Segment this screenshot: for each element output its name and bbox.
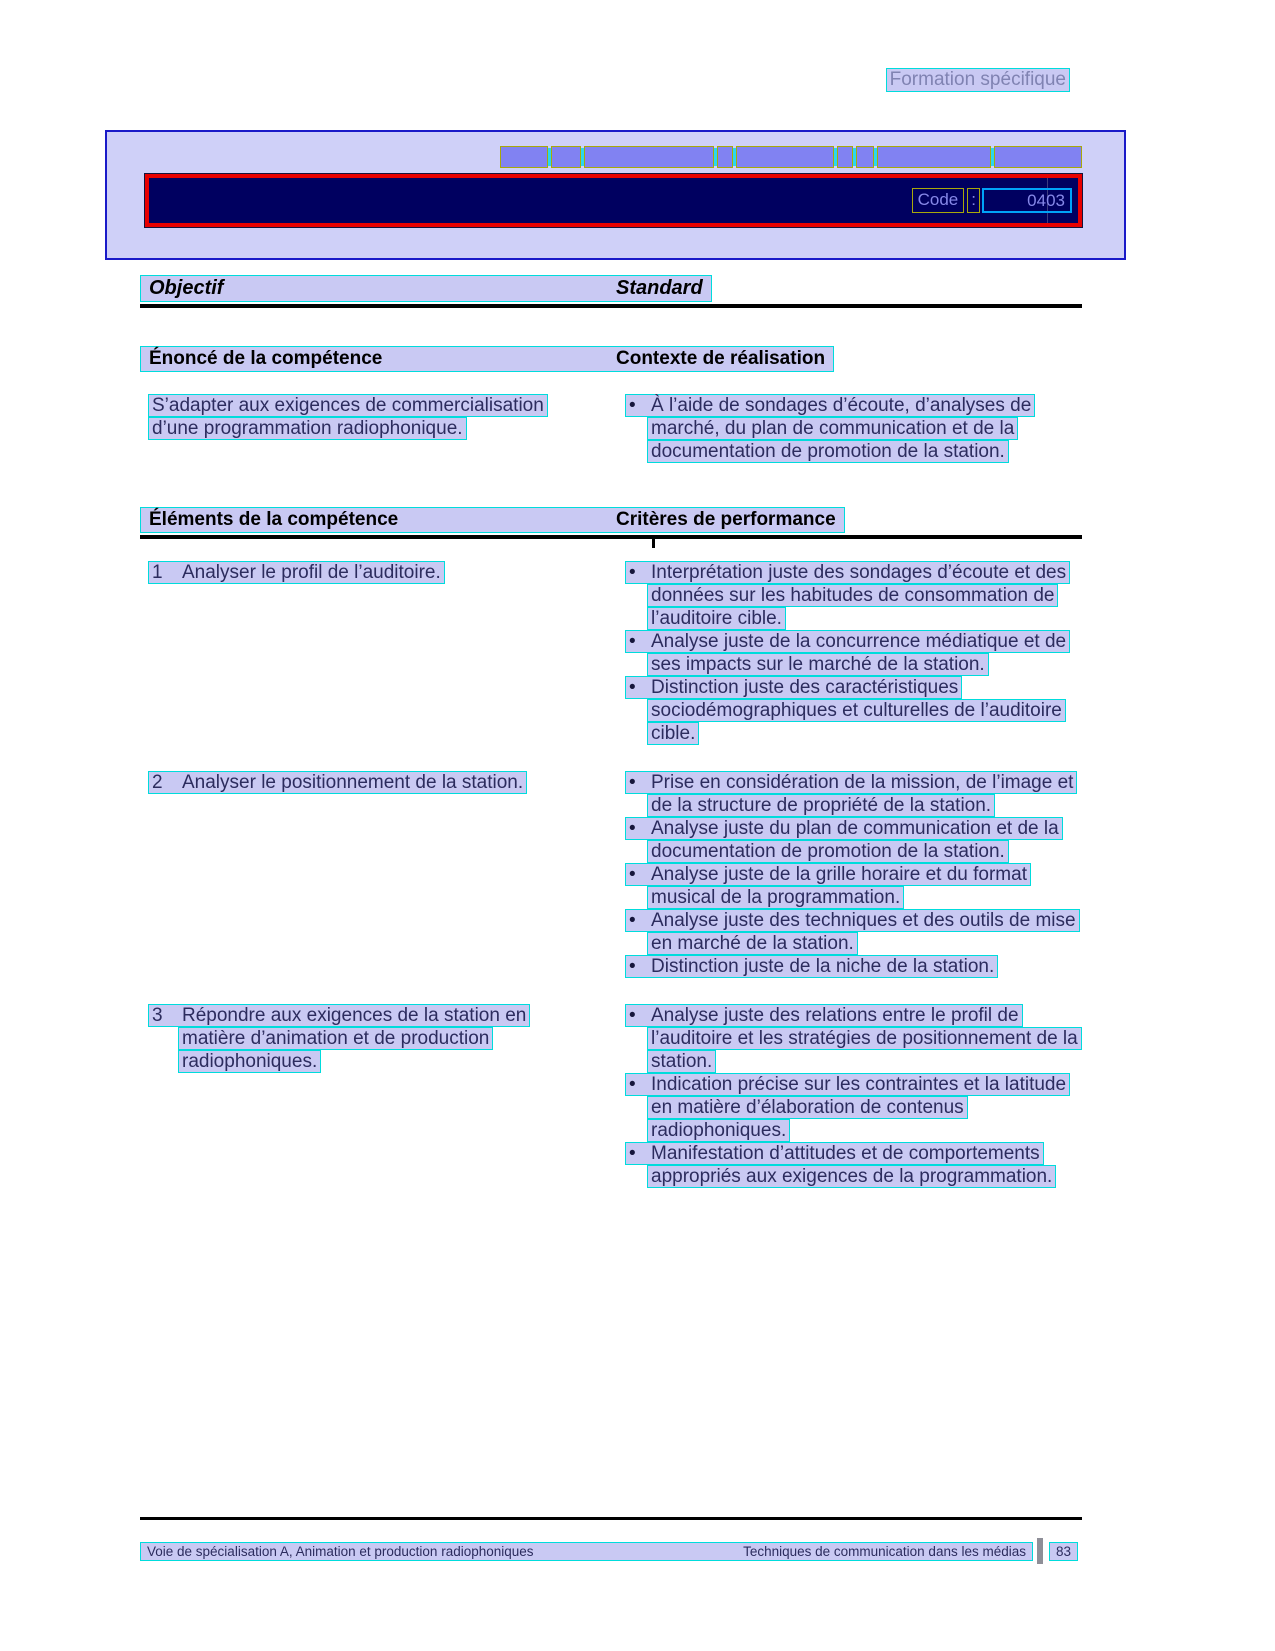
table-main-header <box>140 275 712 302</box>
footer-right-text: Techniques de communication dans les médias <box>743 1543 1026 1559</box>
table-row <box>140 771 1082 978</box>
standard-header: Standard <box>616 277 703 299</box>
right-section-header: Critères de performance <box>616 509 836 530</box>
item-number: 3 <box>152 1005 163 1026</box>
criteria-bullet-item <box>625 955 1082 978</box>
bullet-icon: • <box>629 631 636 652</box>
page-number: 83 <box>1049 1542 1078 1561</box>
criteria-bullet-item <box>625 561 1082 630</box>
highlighted-text: • Prise en considération de la mission, de l’image et de la structure de propriété de la station. <box>625 771 1077 817</box>
table-row <box>140 561 1082 745</box>
bullet-icon: • <box>629 956 636 977</box>
section-enonce <box>140 346 1082 463</box>
redacted-block <box>877 146 991 168</box>
highlighted-text: • Analyse juste de la concurrence médiatique et de ses impacts sur le marché de la station. <box>625 630 1070 676</box>
footer-rule <box>140 1517 1082 1520</box>
bullet-icon: • <box>629 562 636 583</box>
element-cell <box>140 394 625 463</box>
section-header-row <box>140 346 834 372</box>
code-field <box>912 188 1072 213</box>
criteria-bullet-item <box>625 771 1082 817</box>
right-section-header: Contexte de réalisation <box>616 348 826 369</box>
redacted-title-blocks <box>500 146 1082 168</box>
competency-table <box>140 275 1082 1188</box>
highlighted-text: • Distinction juste de la niche de la station. <box>625 955 998 978</box>
table-row <box>140 1004 1082 1188</box>
title-header-box <box>105 130 1126 260</box>
highlighted-text: • Indication précise sur les contraintes et la latitude en matière d’élaboration de contenus radiophoniques. <box>625 1073 1070 1142</box>
highlighted-text: • Analyse juste des techniques et des outils de mise en marché de la station. <box>625 909 1080 955</box>
criteria-bullet-item <box>625 394 1082 463</box>
criteria-cell <box>625 394 1082 463</box>
element-cell <box>140 1004 625 1188</box>
highlighted-text: 1 Analyser le profil de l’auditoire. <box>148 561 445 584</box>
bullet-icon: • <box>629 1074 636 1095</box>
highlighted-text: • Manifestation d’attitudes et de comportements appropriés aux exigences de la programmation. <box>625 1142 1056 1188</box>
criteria-cell <box>625 1004 1082 1188</box>
horizontal-rule <box>140 304 1082 308</box>
redacted-block <box>736 146 834 168</box>
criteria-bullet-item <box>625 676 1082 745</box>
redacted-block <box>856 146 874 168</box>
footer-strip <box>140 1542 1033 1561</box>
item-number: 1 <box>152 562 163 583</box>
element-statement <box>148 561 585 584</box>
section-rows <box>140 394 1082 463</box>
bullet-icon: • <box>629 910 636 931</box>
element-statement <box>148 1004 585 1073</box>
redacted-block <box>837 146 853 168</box>
highlighted-text: • Interprétation juste des sondages d’écoute et des données sur les habitudes de consommation de l’auditoire cible. <box>625 561 1070 630</box>
bullet-icon: • <box>629 864 636 885</box>
left-section-header: Éléments de la compétence <box>149 509 399 530</box>
redacted-block <box>584 146 714 168</box>
bullet-icon: • <box>629 677 636 698</box>
highlighted-text: • Distinction juste des caractéristiques sociodémographiques et culturelles de l’auditoire cible. <box>625 676 1066 745</box>
horizontal-rule <box>140 535 1082 539</box>
objectif-header: Objectif <box>149 277 224 299</box>
section-header-row <box>140 507 845 533</box>
bullet-icon: • <box>629 395 636 416</box>
highlighted-text: S’adapter aux exigences de commercialisation d’une programmation radiophonique. <box>148 394 548 440</box>
page-footer <box>140 1538 1078 1564</box>
code-value: 0403 <box>982 188 1072 213</box>
item-number: 2 <box>152 772 163 793</box>
element-cell <box>140 561 625 745</box>
section-rows <box>140 561 1082 1188</box>
code-label: Code <box>912 188 965 213</box>
criteria-bullet-item <box>625 1073 1082 1142</box>
highlighted-text: • Analyse juste de la grille horaire et du format musical de la programmation. <box>625 863 1031 909</box>
criteria-bullet-item <box>625 1142 1082 1188</box>
criteria-bullet-item <box>625 863 1082 909</box>
highlighted-text: • Analyse juste du plan de communication et de la documentation de promotion de la station. <box>625 817 1063 863</box>
criteria-cell <box>625 561 1082 745</box>
highlighted-text: • Analyse juste des relations entre le profil de l’auditoire et les stratégies de positionnement de la station. <box>625 1004 1082 1073</box>
section-elements <box>140 507 1082 1188</box>
bullet-icon: • <box>629 772 636 793</box>
criteria-bullet-item <box>625 909 1082 955</box>
page-section-label: Formation spécifique <box>886 68 1070 92</box>
criteria-bullet-item <box>625 1004 1082 1073</box>
footer-left-text: Voie de spécialisation A, Animation et production radiophoniques <box>147 1543 534 1559</box>
competency-title-banner <box>145 174 1082 227</box>
bullet-icon: • <box>629 1005 636 1026</box>
table-row <box>140 394 1082 463</box>
criteria-bullet-item <box>625 817 1082 863</box>
criteria-bullet-item <box>625 630 1082 676</box>
footer-separator-bar <box>1037 1538 1043 1564</box>
element-cell <box>140 771 625 978</box>
code-colon: : <box>967 188 980 213</box>
bullet-icon: • <box>629 818 636 839</box>
redacted-block <box>551 146 581 168</box>
redacted-block <box>994 146 1082 168</box>
element-statement <box>148 771 585 794</box>
highlighted-text: 3 Répondre aux exigences de la station en matière d’animation et de production radiophoniques. <box>148 1004 530 1073</box>
bullet-icon: • <box>629 1143 636 1164</box>
element-statement <box>148 394 585 440</box>
criteria-cell <box>625 771 1082 978</box>
redacted-block <box>500 146 548 168</box>
highlighted-text: 2 Analyser le positionnement de la station. <box>148 771 527 794</box>
highlighted-text: • À l’aide de sondages d’écoute, d’analyses de marché, du plan de communication et de la documentation de promotion de la station. <box>625 394 1035 463</box>
redacted-block <box>717 146 733 168</box>
left-section-header: Énoncé de la compétence <box>149 348 383 369</box>
